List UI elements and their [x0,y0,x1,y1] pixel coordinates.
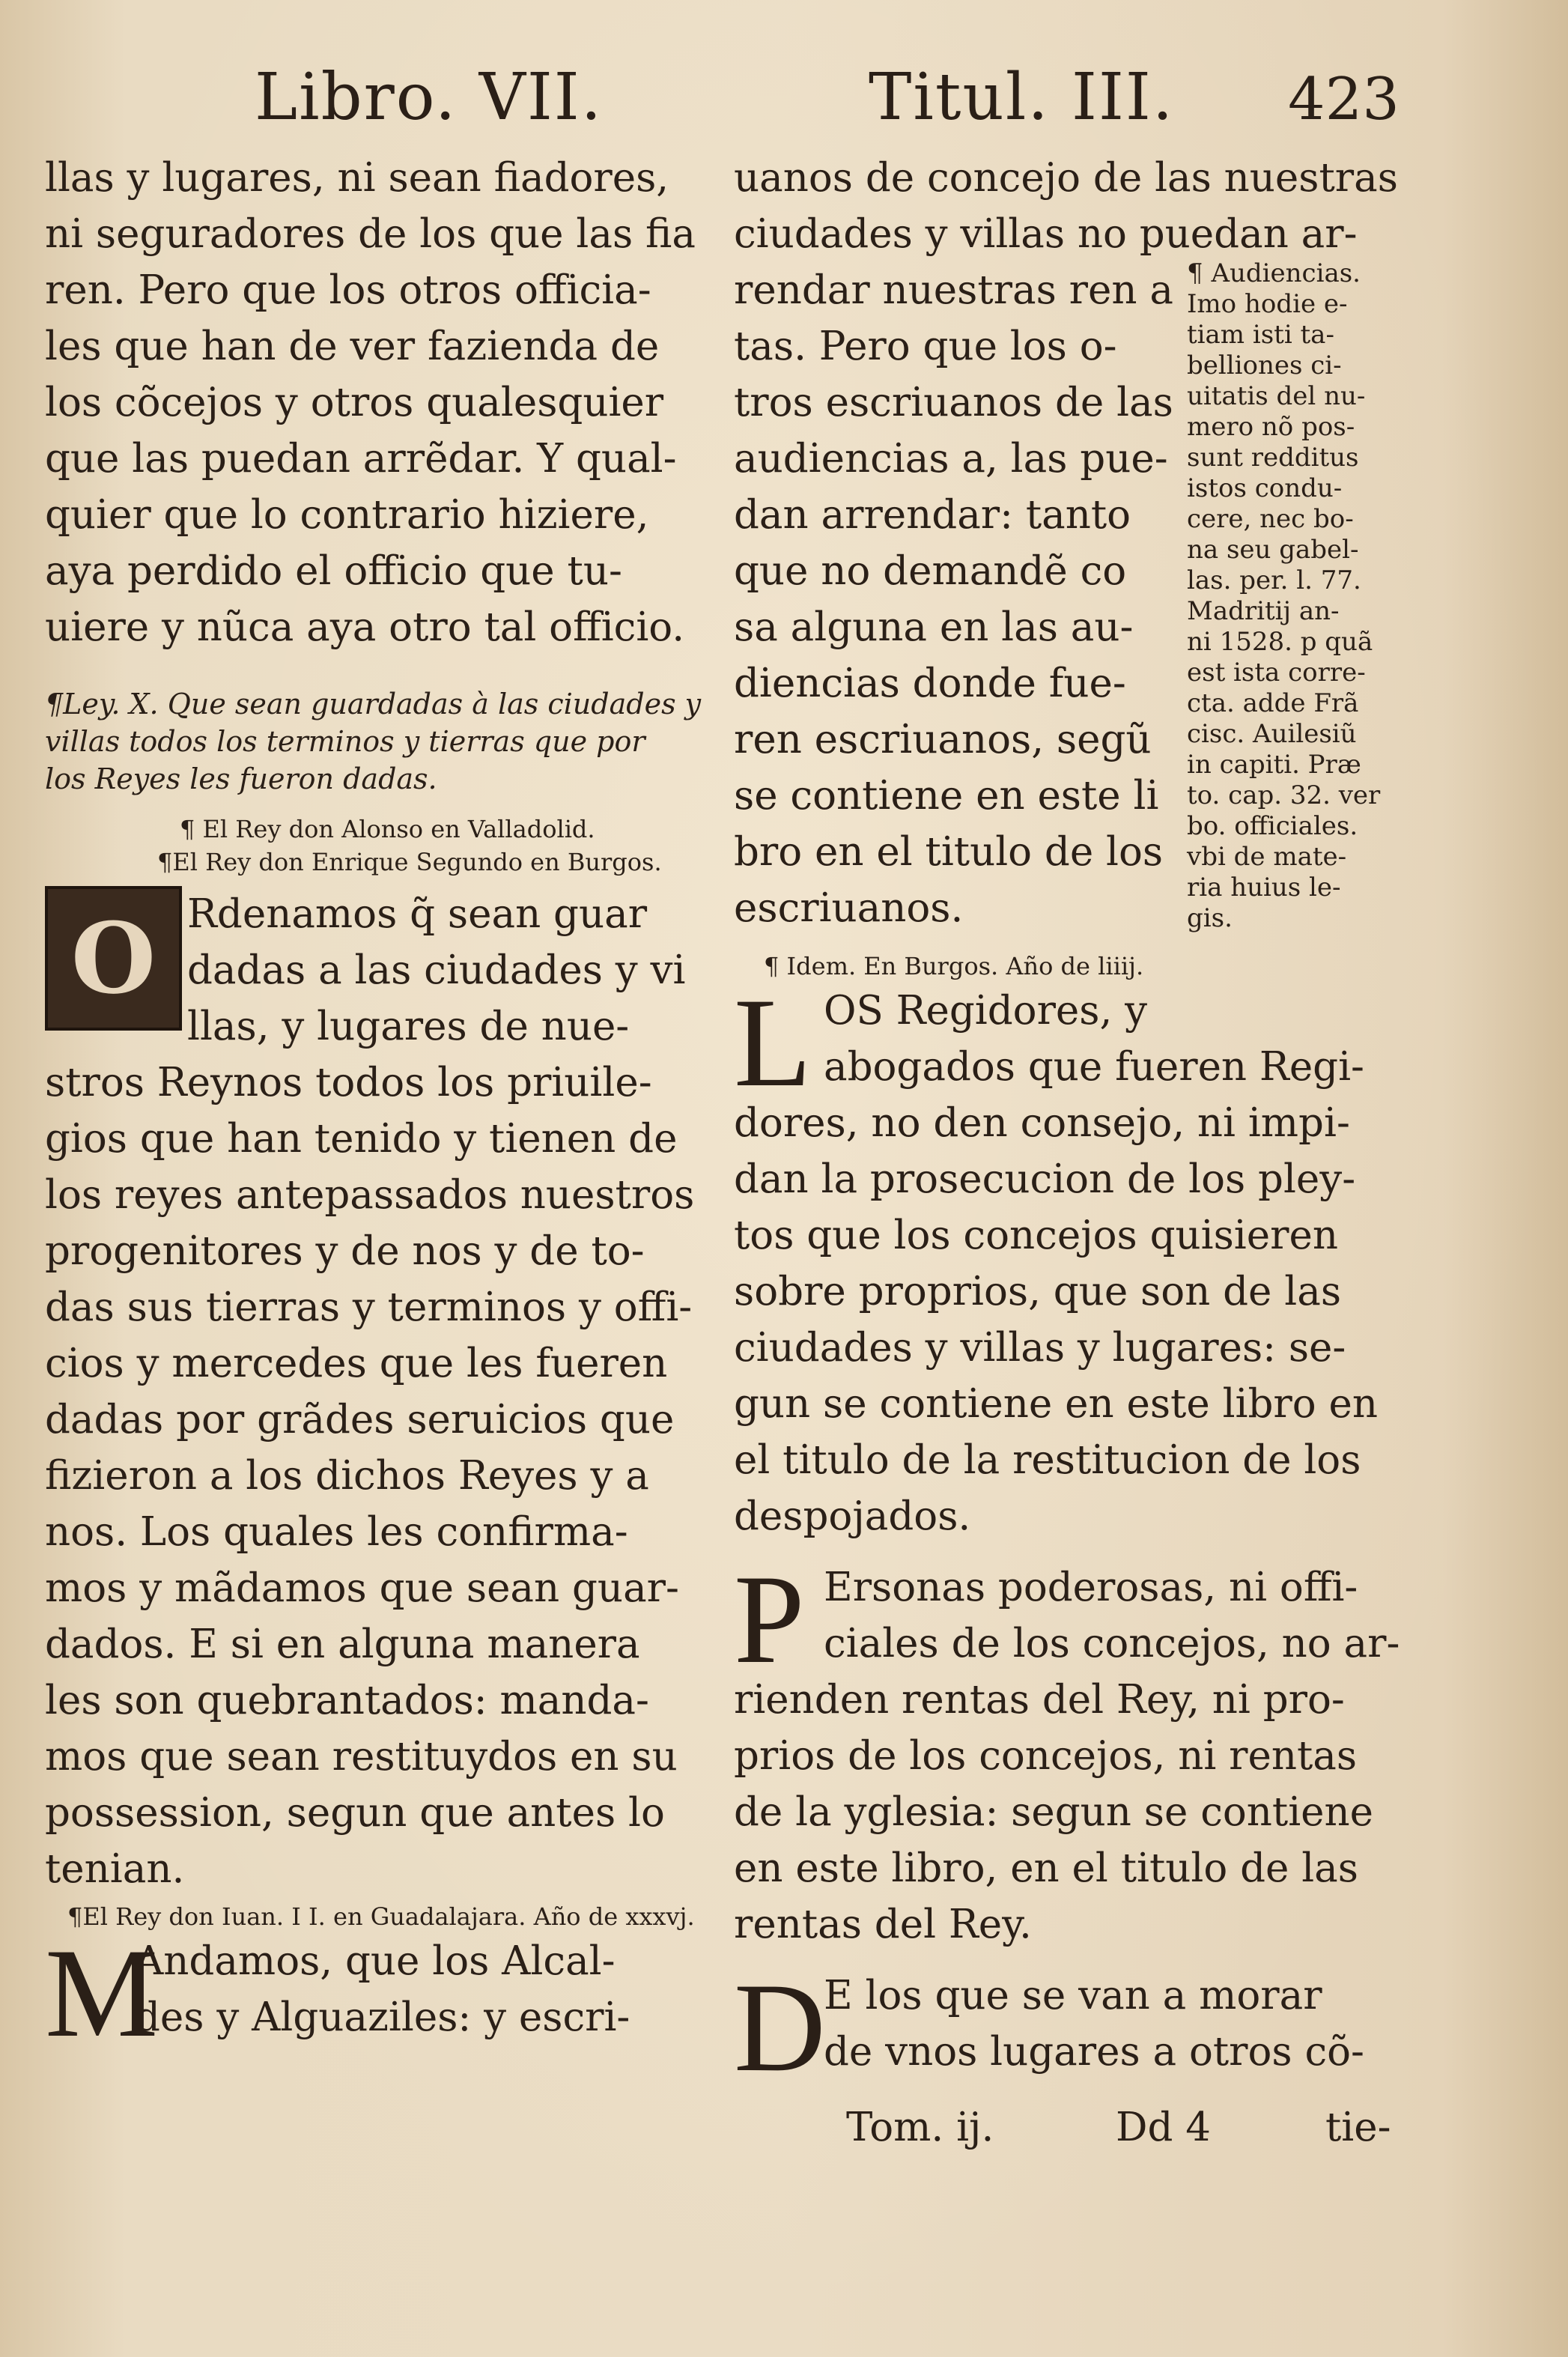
text-line: Andamos, que los Alcal- [135,1938,616,1984]
margin-note-line: vbi de mate- [1187,842,1347,872]
text-line: en este libro, en el titulo de las [734,1845,1358,1891]
text-line: gun se contiene en este libro en [734,1381,1378,1427]
text-line: Rdenamos q̃ sean guar [187,891,648,937]
footer-tome: Tom. ij. [846,2105,994,2150]
text-line: los reyes antepassados nuestros [45,1172,695,1218]
text-line: bro en el titulo de los [734,829,1164,875]
left-paragraph-1 [45,150,696,655]
margin-note-line: Madritij an- [1187,596,1340,626]
text-line: llas, y lugares de nue- [187,1004,630,1049]
text-line: stros Reynos todos los priuile- [45,1060,652,1105]
margin-note-line: to. cap. 32. ver [1187,780,1381,810]
text-line: nos. Los quales les confirma- [45,1509,628,1555]
text-line: aya perdido el officio que tu- [45,548,622,594]
header-book-number: Libro. VII. [255,60,604,135]
margin-note-line: Imo hodie e- [1187,289,1348,319]
text-line: dados. E si en alguna manera [45,1622,640,1667]
text-line: tenian. [45,1846,185,1892]
text-line: rentas del Rey. [734,1902,1032,1947]
text-line: de vnos lugares a otros cõ- [824,2029,1364,2075]
text-line: abogados que fueren Regi- [824,1044,1364,1090]
text-line: audiencias a, las pue- [734,436,1168,482]
initial-d: D [734,1957,826,2098]
text-line: dadas por grãdes seruicios que [45,1397,675,1443]
margin-note-line: ni 1528. p quã [1187,627,1373,657]
text-line: tos que los concejos quisieren [734,1213,1338,1258]
margin-note-line: ¶ Audiencias. [1187,258,1361,288]
text-line: uanos de concejo de las nuestras [734,155,1398,201]
text-line: cios y mercedes que les fueren [45,1341,668,1386]
margin-note-line: est ista corre- [1187,658,1366,688]
margin-note-line: ria huius le- [1187,873,1341,903]
right-paragraph-3 [734,1549,1400,1953]
margin-note-line: uitatis del nu- [1187,381,1366,411]
text-line: das sus tierras y terminos y offi- [45,1284,693,1330]
page-number: 423 [1288,66,1400,133]
margin-note-line: gis. [1187,903,1233,933]
margin-note-line: belliones ci- [1187,351,1342,380]
text-line: el titulo de la restitucion de los [734,1437,1361,1483]
text-line: los cõcejos y otros qualesquier [45,380,664,425]
text-line: mos que sean restituydos en su [45,1734,678,1780]
footer-catchword: tie- [1325,2105,1391,2150]
left-column [45,150,702,2063]
left-paragraph-3 [45,1923,689,2063]
ley-heading-line: villas todos los terminos y tierras que por [45,725,645,758]
initial-m: M [45,1923,159,2063]
text-line: tros escriuanos de las [734,380,1173,425]
text-line: ni seguradores de los que las fia [45,211,696,257]
decorated-initial: O [45,886,182,1031]
margin-note-line: cisc. Auilesiũ [1187,719,1357,749]
source-note-juan: ¶El Rey don Iuan. I I. en Guadalajara. Año de xxxvj. [67,1902,695,1931]
text-line: diencias donde fue- [734,661,1126,706]
margin-note-line: istos condu- [1187,473,1343,503]
initial-l: L [734,972,812,1113]
source-note-alonso: ¶ El Rey don Alonso en Valladolid. [180,815,595,843]
text-line: rienden rentas del Rey, ni pro- [734,1677,1345,1723]
source-note-enrique: ¶El Rey don Enrique Segundo en Burgos. [157,848,662,876]
footer-signature: Dd 4 [1116,2105,1211,2150]
text-line: fizieron a los dichos Reyes y a [45,1453,649,1499]
left-paragraph-2 [45,886,695,1897]
initial-p: P [734,1549,805,1690]
text-line: uiere y nũca aya otro tal officio. [45,604,685,650]
text-line: ren. Pero que los otros officia- [45,267,651,313]
margin-note-line: cta. adde Frã [1187,688,1359,718]
text-line: sa alguna en las au- [734,604,1134,650]
text-line: escriuanos. [734,885,964,931]
source-note-idem: ¶ Idem. En Burgos. Año de liiij. [764,952,1144,980]
right-paragraph-2 [734,972,1393,1544]
text-line: E los que se van a morar [824,1973,1322,2018]
text-line: que las puedan arrẽdar. Y qual- [45,436,677,482]
ley-heading-line: ¶Ley. X. Que sean guardadas à las ciudades y [45,688,702,721]
margin-note [1187,258,1404,934]
text-line: ciudades y villas no puedan ar- [734,211,1358,257]
text-line: possession, segun que antes lo [45,1790,665,1836]
text-line: dan la prosecucion de los pley- [734,1156,1356,1202]
ley-heading-line: los Reyes les fueron dadas. [45,762,437,795]
margin-note-line: sunt redditus [1187,443,1359,473]
running-header [0,52,1568,135]
text-line: dadas a las ciudades y vi [187,947,686,993]
text-line: gios que han tenido y tienen de [45,1116,678,1162]
text-line: quier que lo contrario hiziere, [45,492,649,538]
margin-note-line: mero nõ pos- [1187,412,1355,442]
text-line: ren escriuanos, segũ [734,717,1152,762]
text-line: dores, no den consejo, ni impi- [734,1100,1350,1146]
text-line: ciales de los concejos, no ar- [824,1621,1400,1666]
header-title-number: Titul. III. [869,60,1175,135]
text-line: se contiene en este li [734,773,1159,819]
margin-note-line: las. per. l. 77. [1187,565,1361,595]
text-line: sobre proprios, que son de las [734,1269,1342,1314]
text-line: llas y lugares, ni sean fiadores, [45,155,669,201]
text-line: progenitores y de nos y de to- [45,1228,645,1274]
margin-note-line: cere, nec bo- [1187,504,1354,534]
margin-note-line: in capiti. Præ [1187,750,1361,780]
right-paragraph-4 [734,1957,1393,2098]
text-line: rendar nuestras ren a [734,267,1173,313]
text-line: de la yglesia: segun se contiene [734,1789,1374,1835]
text-line: Ersonas poderosas, ni offi- [824,1565,1358,1610]
margin-note-line: na seu gabel- [1187,535,1359,565]
text-line: OS Regidores, y [824,988,1148,1034]
margin-note-line: bo. officiales. [1187,811,1358,841]
text-line: que no demandẽ co [734,548,1127,594]
text-line: dan arrendar: tanto [734,492,1131,538]
margin-note-line: tiam isti ta- [1187,320,1334,350]
text-line: des y Alguaziles: y escri- [135,1994,630,2040]
ley-heading [45,685,702,798]
text-line: prios de los concejos, ni rentas [734,1733,1358,1779]
text-line: les son quebrantados: manda- [45,1678,649,1723]
text-line: mos y mãdamos que sean guar- [45,1565,679,1611]
text-line: despojados. [734,1493,971,1539]
text-line: les que han de ver fazienda de [45,324,660,369]
text-line: ciudades y villas y lugares: se- [734,1325,1346,1371]
text-line: tas. Pero que los o- [734,324,1117,369]
